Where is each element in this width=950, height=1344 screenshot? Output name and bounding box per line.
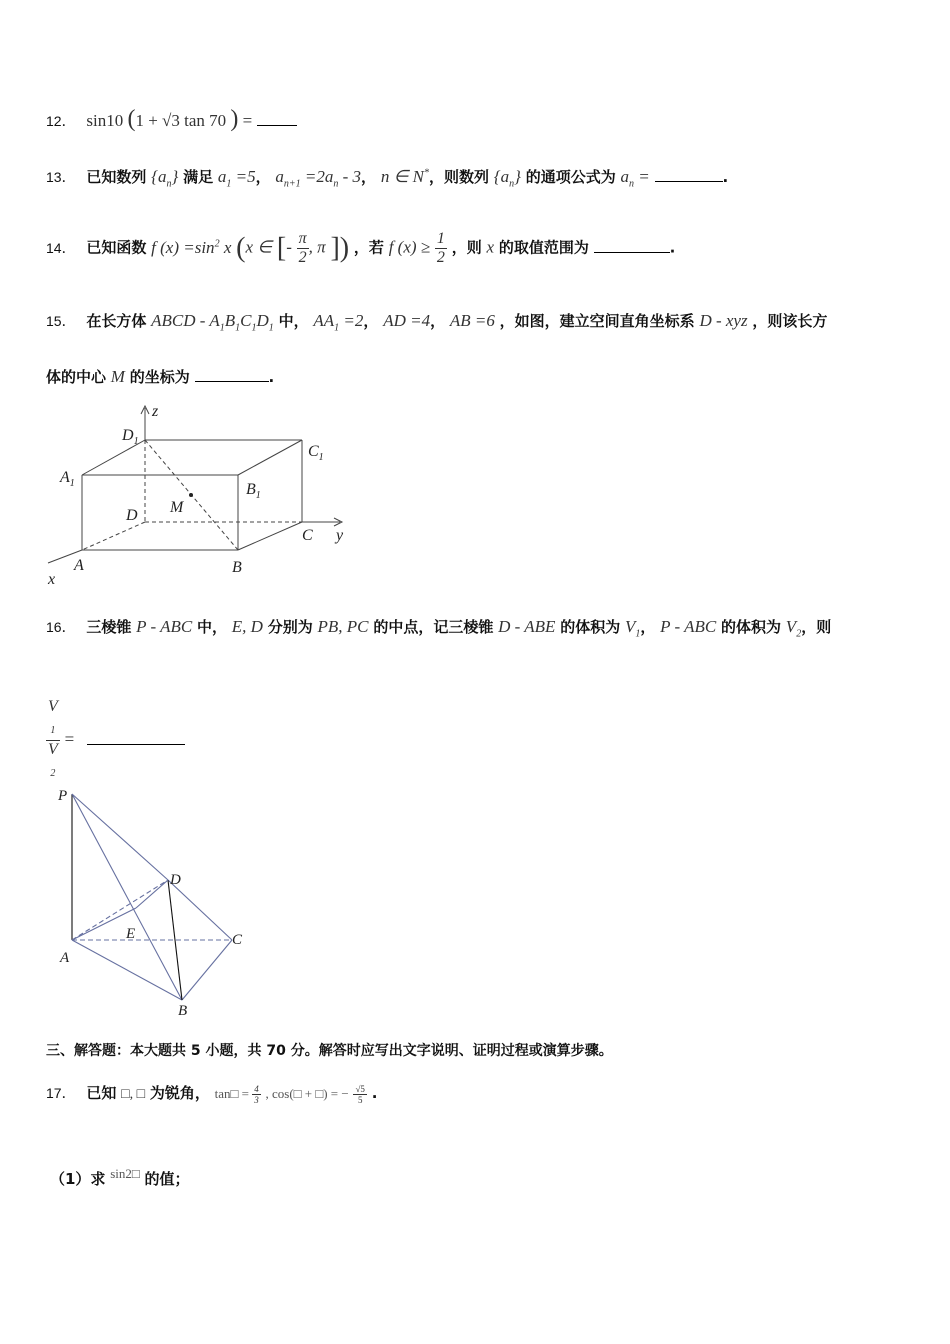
question-number: 12． (46, 113, 76, 129)
edge-b1-c1 (238, 440, 302, 475)
question-13: 13． 已知数列 $\{a_n\}$ 满足 $a_1 =5$， $a_{n+1} =2a_n - 3$， n ∈ N*，则数列 $\{a_n\}$ 的通项公式为 $a_n$ = . (46, 167, 729, 190)
fraction-v1-v2: V $_1$ V $_2$ (48, 698, 58, 780)
figure-rectangular-box (40, 400, 360, 590)
label-z: z (152, 403, 159, 420)
label-c: C (232, 932, 243, 948)
label-d1: $D_1$ (122, 427, 139, 447)
edge-d-c (168, 880, 232, 940)
label-p: P (58, 788, 68, 804)
answer-blank (257, 111, 297, 126)
section-3-heading: 三、解答题：本大题共 5 小题，共 70 分。解答时应写出文字说明、证明过程或演算步骤。 (46, 1043, 613, 1059)
question-number: 14． (46, 239, 76, 256)
label-m: M (170, 499, 184, 516)
answer-blank (594, 238, 670, 253)
label-c: C (302, 527, 313, 544)
answer-blank (195, 367, 269, 382)
math-expression: sin10 (1 + √3 tan 70 ) = (86, 106, 253, 132)
figure-triangular-pyramid (50, 780, 270, 1020)
label-a: A (60, 950, 70, 966)
edge-b-c (238, 522, 302, 550)
question-14: 14． 已知函数 f $(x) =\sin^2$ x (x ∈ [- $\frac{\pi}{2}$ , π ]) ，若 f (x) ≥ $\frac{1}{2}$ ，则 x 的取值范围为 . (46, 230, 676, 266)
label-x: x (48, 571, 56, 588)
edge-p-d (72, 794, 168, 880)
sequence-symbol: $\{a_n\}$ (151, 167, 179, 190)
label-d: D (126, 507, 138, 524)
label-b1: $B_1$ (246, 481, 261, 501)
edge-a-d (72, 880, 168, 940)
label-b: B (178, 1003, 188, 1019)
question-17: 17． 已知 □, □ 为锐角， tan□ = $\frac{4}{3}$ , cos(□ + □) = − $\frac{√5}{5}$ . (46, 1083, 378, 1105)
point-m (189, 493, 193, 497)
question-16: 16． 三棱锥 P - ABC 中， E, D 分别为 PB, PC 的中点，记三棱锥 D - ABE 的体积为 $V_1$， P - ABC 的体积为 $V_2$，则 (46, 617, 832, 640)
label-a1: $A_1$ (60, 469, 75, 489)
question-12 (46, 106, 297, 133)
question-17-part-1: （1）求 sin2□ 的值； (50, 1166, 190, 1188)
label-y: y (336, 527, 344, 544)
answer-blank (87, 730, 185, 745)
fraction-pi-2: $\frac{\pi}{2}$ (298, 230, 307, 266)
question-number: 16． (46, 619, 76, 635)
answer-blank (655, 167, 723, 182)
edge-p-b (72, 794, 182, 1000)
edge-e-d (136, 880, 168, 908)
question-16-answer: V $_1$ V $_2$ = (46, 698, 185, 783)
question-number: 13． (46, 169, 76, 185)
question-number: 17． (46, 1085, 76, 1101)
label-b: B (232, 559, 242, 576)
label-c1: $C_1$ (308, 443, 324, 463)
question-15: 15． 在长方体 ABCD - $A_1B_1C_1D_1$ 中， $AA_1 =2$， AD =4， AB =6 ，如图，建立空间直角坐标系 D - xyz ，则该长方 (46, 311, 828, 334)
question-15-line2: 体的中心 M 的坐标为 . (46, 367, 275, 386)
edge-d-a (82, 522, 145, 550)
edge-b-c (182, 940, 232, 1000)
box-name: ABCD - $A_1B_1C_1D_1$ (151, 311, 274, 334)
label-e: E (126, 926, 136, 942)
label-d: D (170, 872, 181, 888)
fraction-half: $\frac{1}{2}$ (436, 230, 445, 266)
label-a: A (74, 557, 84, 574)
question-number: 15． (46, 313, 76, 329)
